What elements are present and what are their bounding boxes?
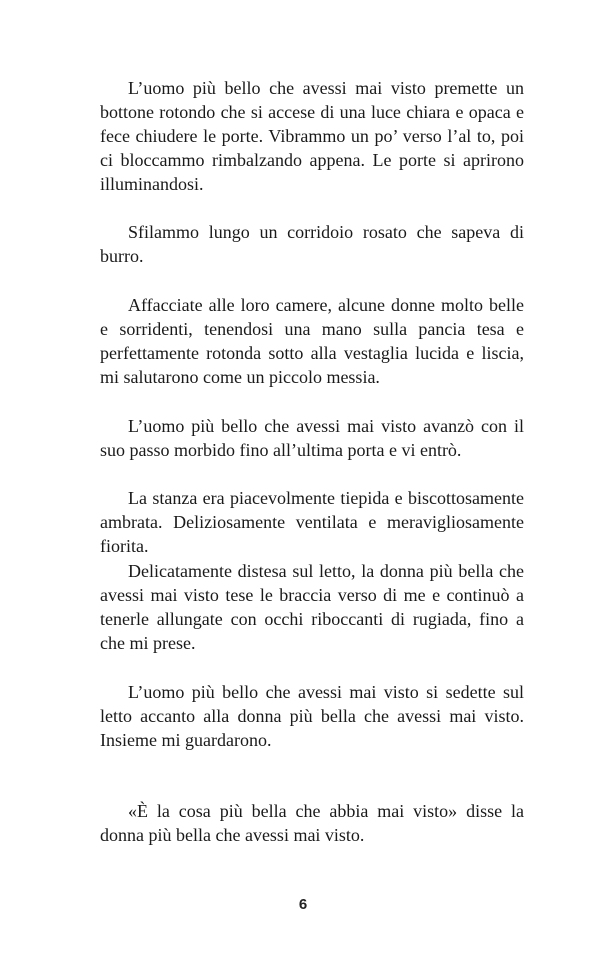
paragraph-text: «È la cosa più bella che abbia mai visto» disse la donna più bella che avessi mai visto. <box>100 801 524 845</box>
paragraph-text: Affacciate alle loro camere, alcune donne molto belle e sorridenti, tenendosi una mano sulla pancia tesa e perfettamente rotonda sotto alla vestaglia lucida e liscia, mi salutarono come un piccolo messia. <box>100 295 524 387</box>
paragraph-4 <box>100 414 524 462</box>
paragraph-text: Sfilammo lungo un corridoio rosato che sapeva di burro. <box>100 222 524 266</box>
paragraph-6 <box>100 559 524 655</box>
paragraph-text: La stanza era piacevolmente tiepida e biscottosamente ambrata. Deliziosamente ventilata e meravigliosamente fiorita. <box>100 488 524 556</box>
paragraph-7 <box>100 680 524 752</box>
paragraph-8 <box>100 799 524 847</box>
page-number: 6 <box>298 896 308 913</box>
paragraph-text: L’uomo più bello che avessi mai visto avanzò con il suo passo morbido fino all’ultima porta e vi entrò. <box>100 416 524 460</box>
paragraph-text: Delicatamente distesa sul letto, la donna più bella che avessi mai visto tese le braccia verso di me e continuò a tenerle allungate con occhi riboccanti di rugiada, fino a che mi prese. <box>100 561 524 653</box>
paragraph-3 <box>100 293 524 389</box>
paragraph-1 <box>100 76 524 196</box>
paragraph-text: L’uomo più bello che avessi mai visto si sedette sul letto accanto alla donna più bella che avessi mai visto. Insieme mi guardarono. <box>100 682 524 750</box>
paragraph-5 <box>100 486 524 558</box>
paragraph-text: L’uomo più bello che avessi mai visto premette un bottone rotondo che si accese di una luce chiara e opaca e fece chiudere le porte. Vibrammo un po’ verso l’al to, poi ci bloccammo rimbalzando appena. Le porte si aprirono illuminandosi. <box>100 78 524 194</box>
paragraph-2 <box>100 220 524 268</box>
